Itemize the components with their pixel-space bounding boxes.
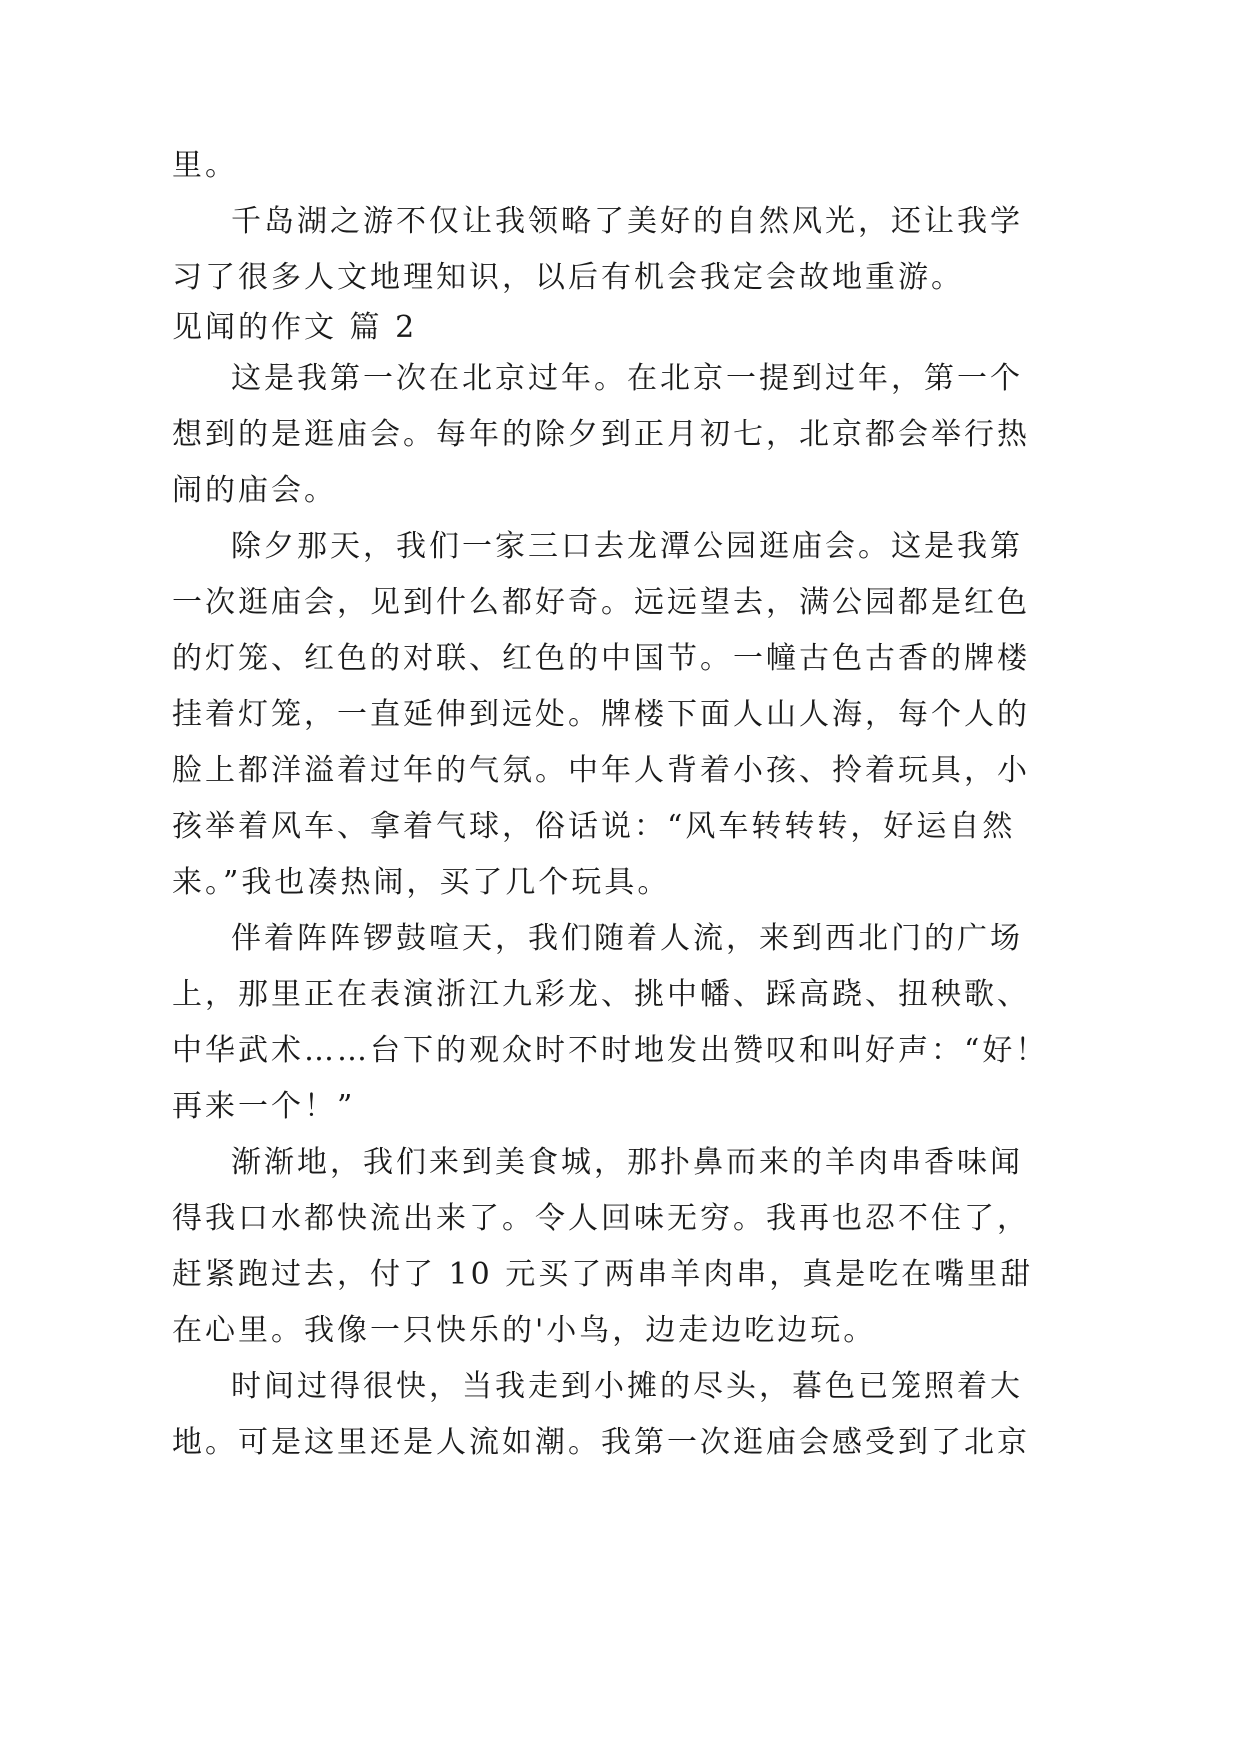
text-line: 习了很多人文地理知识，以后有机会我定会故地重游。 [172, 260, 964, 295]
text-line: 里。 [172, 148, 238, 183]
text-line: 想到的是逛庙会。每年的除夕到正月初七，北京都会举行热 [172, 417, 1030, 452]
text-line: 来。”我也凑热闹，买了几个玩具。 [172, 865, 671, 900]
text-line: 时间过得很快，当我走到小摊的尽头，暮色已笼照着大 [231, 1369, 1023, 1404]
text-line: 地。可是这里还是人流如潮。我第一次逛庙会感受到了北京 [172, 1425, 1030, 1460]
text-line: 得我口水都快流出来了。令人回味无穷。我再也忍不住了， [172, 1201, 1030, 1236]
text-line: 一次逛庙会，见到什么都好奇。远远望去，满公园都是红色 [172, 585, 1030, 620]
text-line: 伴着阵阵锣鼓喧天，我们随着人流，来到西北门的广场 [231, 921, 1023, 956]
text-line: 这是我第一次在北京过年。在北京一提到过年，第一个 [231, 361, 1023, 396]
text-line: 再来一个！” [172, 1089, 356, 1124]
text-line: 上，那里正在表演浙江九彩龙、挑中幡、踩高跷、扭秧歌、 [172, 977, 1030, 1012]
text-line: 孩举着风车、拿着气球，俗话说：“风车转转转，好运自然 [172, 809, 1016, 844]
text-line: 闹的庙会。 [172, 473, 337, 508]
text-line: 赶紧跑过去，付了 10 元买了两串羊肉串，真是吃在嘴里甜 [172, 1257, 1034, 1292]
text-line: 千岛湖之游不仅让我领略了美好的自然风光，还让我学 [231, 204, 1023, 239]
text-line: 挂着灯笼，一直延伸到远处。牌楼下面人山人海，每个人的 [172, 697, 1030, 732]
text-line: 脸上都洋溢着过年的气氛。中年人背着小孩、拎着玩具，小 [172, 753, 1030, 788]
text-line: 渐渐地，我们来到美食城，那扑鼻而来的羊肉串香味闻 [231, 1145, 1023, 1180]
text-line: 除夕那天，我们一家三口去龙潭公园逛庙会。这是我第 [231, 529, 1023, 564]
text-line: 的灯笼、红色的对联、红色的中国节。一幢古色古香的牌楼 [172, 641, 1030, 676]
section-heading: 见闻的作文 篇 2 [172, 310, 418, 345]
text-line: 在心里。我像一只快乐的'小鸟，边走边吃边玩。 [172, 1313, 877, 1348]
text-line: 中华武术……台下的观众时不时地发出赞叹和叫好声：“好！ [172, 1033, 1049, 1068]
